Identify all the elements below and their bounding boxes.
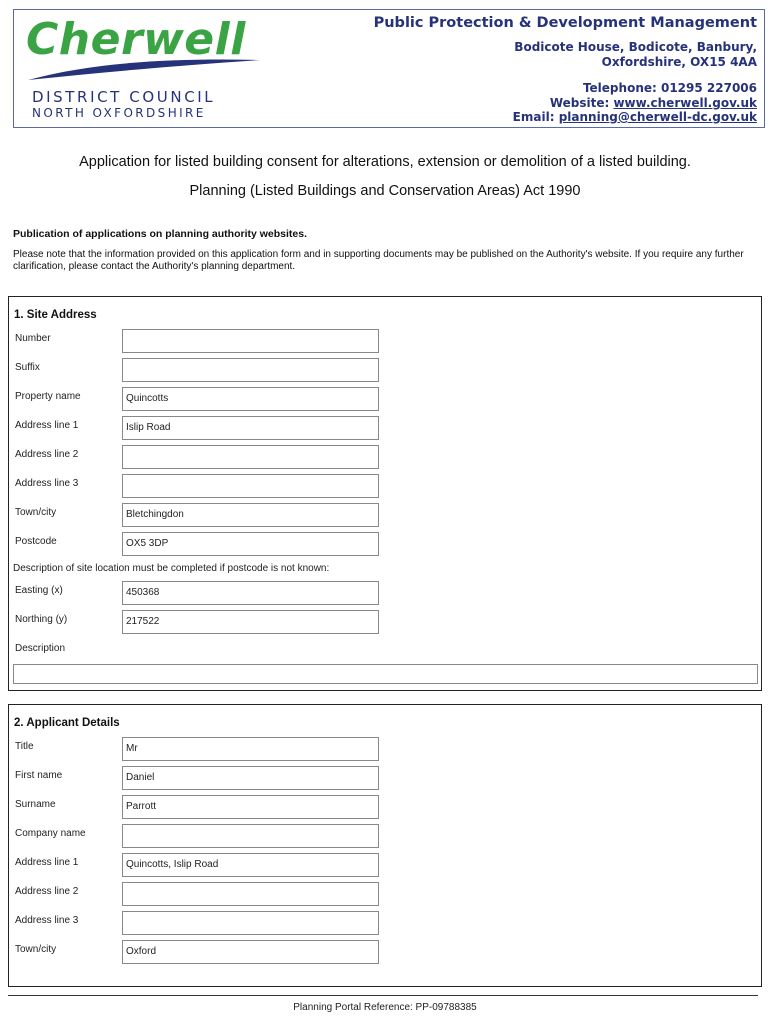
council-region: NORTH OXFORDSHIRE (32, 106, 206, 120)
address-line-2: Oxfordshire, OX15 4AA (601, 55, 757, 69)
northing-field[interactable]: 217522 (122, 610, 379, 634)
field-label: Property name (15, 391, 81, 402)
address-line-1-field[interactable]: Quincotts, Islip Road (122, 853, 379, 877)
field-label: Suffix (15, 362, 40, 373)
form-act: Planning (Listed Buildings and Conservation Areas) Act 1990 (189, 183, 581, 199)
website-label: Website: (549, 95, 614, 110)
field-label: Postcode (15, 536, 57, 547)
publication-text: Please note that the information provided on this application form and in supporting documents may be published on the Authority's website. If you require any further clarification, please contact the Authority's planning department. (13, 249, 744, 272)
surname-field[interactable]: Parrott (122, 795, 379, 819)
company-name-field[interactable] (122, 824, 379, 848)
publication-heading: Publication of applications on planning authority websites. (13, 228, 308, 240)
field-label: Town/city (15, 507, 57, 518)
field-label: Town/city (15, 944, 57, 955)
council-header (13, 9, 765, 128)
field-label: Address line 1 (15, 857, 79, 868)
field-label: Northing (y) (15, 614, 68, 625)
email-link[interactable]: planning@cherwell-dc.gov.uk (558, 110, 757, 124)
address-line-2-field[interactable] (122, 445, 379, 469)
field-label: Address line 3 (15, 478, 79, 489)
description-field[interactable] (13, 664, 758, 684)
easting-field[interactable]: 450368 (122, 581, 379, 605)
logo-text: Cherwell (26, 14, 246, 65)
council-name: DISTRICT COUNCIL (32, 88, 216, 106)
logo-swoosh-icon (24, 54, 264, 84)
address-line-3-field[interactable] (122, 474, 379, 498)
property-name-field[interactable]: Quincotts (122, 387, 379, 411)
section-title: 2. Applicant Details (14, 717, 120, 729)
suffix-field[interactable] (122, 358, 379, 382)
address-line-1-field[interactable]: Islip Road (122, 416, 379, 440)
field-label: Number (15, 333, 51, 344)
site-address-section (8, 296, 762, 691)
field-label: Address line 1 (15, 420, 79, 431)
address-line-1: Bodicote House, Bodicote, Banbury, (514, 40, 757, 54)
field-label: Address line 2 (15, 886, 79, 897)
section-title: 1. Site Address (14, 309, 97, 321)
field-label: First name (15, 770, 63, 781)
title-field[interactable]: Mr (122, 737, 379, 761)
department-name: Public Protection & Development Management (373, 15, 757, 31)
address-line-2-field[interactable] (122, 882, 379, 906)
email-label: Email: (512, 110, 559, 124)
field-label: Company name (15, 828, 86, 839)
address-line-3-field[interactable] (122, 911, 379, 935)
form-title: Application for listed building consent for alterations, extension or demolition of a listed building. (79, 154, 691, 170)
portal-reference: Planning Portal Reference: PP-09788385 (293, 1002, 477, 1013)
town-city-field[interactable]: Oxford (122, 940, 379, 964)
applicant-details-section (8, 704, 762, 987)
field-label: Address line 3 (15, 915, 79, 926)
field-label: Address line 2 (15, 449, 79, 460)
council-contact-block (374, 14, 757, 125)
field-label: Easting (x) (15, 585, 63, 596)
field-label: Surname (15, 799, 56, 810)
town-city-field[interactable]: Bletchingdon (122, 503, 379, 527)
footer-divider (8, 995, 758, 996)
number-field[interactable] (122, 329, 379, 353)
telephone: Telephone: 01295 227006 (582, 81, 757, 95)
location-note: Description of site location must be completed if postcode is not known: (13, 563, 330, 574)
website-link[interactable]: www.cherwell.gov.uk (613, 95, 757, 110)
postcode-field[interactable]: OX5 3DP (122, 532, 379, 556)
field-label: Title (15, 741, 34, 752)
field-label: Description (15, 643, 66, 654)
first-name-field[interactable]: Daniel (122, 766, 379, 790)
